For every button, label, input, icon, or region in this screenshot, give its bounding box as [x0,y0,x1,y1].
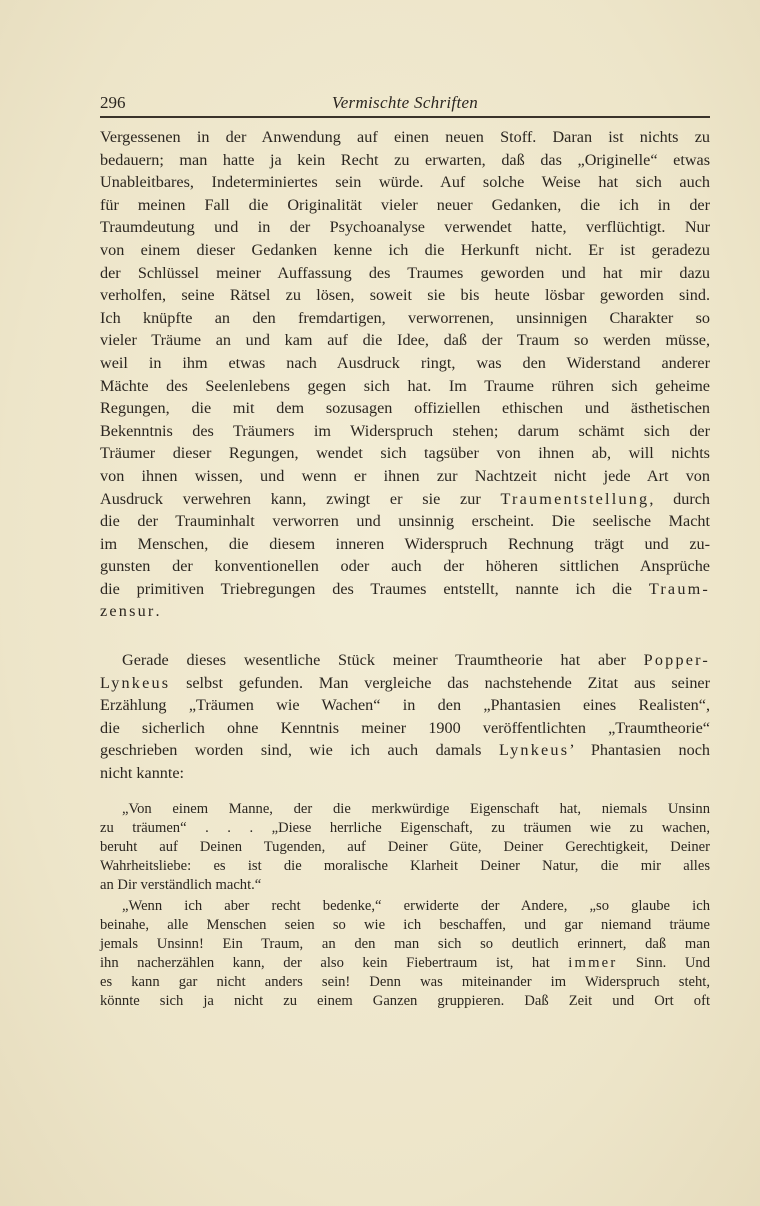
text-run: beruht auf Deinen Tugenden, auf Deiner Güte, Deiner Gerechtigkeit, Deiner [100,839,710,855]
text-run: für meinen Fall die Originalität vieler neuer Gedanken, die ich in der [100,195,710,214]
text-run: ’ Phantasien noch [569,741,710,760]
text-line [100,533,710,556]
quote-paragraph-1 [100,800,710,895]
text-run: beinahe, alle Menschen seien so wie ich beschaffen, und gar niemand träume [100,917,710,933]
spaced-emphasis-text: immer [568,955,618,971]
running-title: Vermischte Schriften [331,93,479,112]
spaced-emphasis-text: Traum- [648,579,710,598]
text-run: nicht kannte: [100,763,185,782]
text-line [100,420,710,443]
text-run: es kann gar nicht anders sein! Denn was miteinander im Widerspruch steht, [100,974,710,990]
text-line [100,329,710,352]
text-line [100,916,710,935]
text-line [100,672,710,695]
spaced-emphasis-text: Popper- [643,651,710,669]
spaced-emphasis-text: Lynkeus [498,741,570,760]
text-run: im Menschen, die diesem inneren Widerspruch Rechnung trägt und zu- [100,534,710,553]
text-run: zu träumen“ . . . „Diese herrliche Eigenschaft, zu träumen wie zu wachen, [100,820,710,836]
text-run: weil in ihm etwas nach Ausdruck ringt, was den Widerstand anderer [100,353,710,372]
text-run: „Von einem Manne, der die merkwürdige Eigenschaft hat, niemals Unsinn [122,801,710,817]
text-line [100,149,710,172]
text-run: selbst gefunden. Man vergleiche das nachstehende Zitat aus seiner [170,673,710,692]
text-run: geschrieben worden sind, wie ich auch damals [100,741,499,760]
text-run: jemals Unsinn! Ein Traum, an den man sich so deutlich erinnert, daß man [100,936,710,952]
text-line [100,992,710,1011]
text-line [100,239,710,262]
text-line [100,375,710,398]
text-run: , durch [649,489,710,508]
text-line [100,307,710,330]
text-line [100,578,710,601]
text-line [100,973,710,992]
page-number: 296 [100,93,126,112]
text-line [100,600,710,623]
text-run: Bekenntnis des Träumers im Widerspruch stehen; darum schämt sich der [100,421,710,440]
text-line [100,488,710,511]
text-run: Ausdruck verwehren kann, zwingt er sie zur [100,489,501,508]
text-run: der Schlüssel meiner Auffassung des Traumes geworden und hat mir dazu [100,263,710,282]
text-run: Ich knüpfte an den fremdartigen, verworrenen, unsinnigen Charakter so [100,308,710,327]
spaced-emphasis-text: Traumentstellung [500,489,650,508]
paragraph-1 [100,126,710,623]
text-run: vieler Träume an und kam auf die Idee, daß der Traum so werden müsse, [100,331,710,350]
spaced-emphasis-text: zensur [100,602,156,621]
text-line [100,555,710,578]
text-run: verholfen, seine Rätsel zu lösen, soweit sie bis heute lösbar geworden sind. [100,286,710,305]
text-run: Unableitbares, Indeterminiertes sein würde. Auf solche Weise hat sich auch [100,173,710,192]
text-run: bedauern; man hatte ja kein Recht zu erwarten, daß das „Originelle“ etwas [100,150,710,169]
text-run: von einem dieser Gedanken kenne ich die Herkunft nicht. Er ist geradezu [100,240,710,259]
text-run: könnte sich ja nicht zu einem Ganzen gruppieren. Daß Zeit und Ort oft [100,993,710,1009]
text-line [100,838,710,857]
text-run: Regungen, die mit dem sozusagen offiziellen ethischen und ästhetischen [100,399,710,418]
text-run: Gerade dieses wesentliche Stück meiner Traumtheorie hat aber [122,651,644,669]
text-run: Mächte des Seelenlebens gegen sich hat. Im Traume rühren sich geheime [100,376,710,395]
page-header [100,93,710,115]
text-run: „Wenn ich aber recht bedenke,“ erwiderte der Andere, „so glaube ich [122,898,710,914]
text-line [100,442,710,465]
quote-paragraph-2 [100,897,710,1011]
text-run: die der Trauminhalt verworren und unsinnig erscheint. Die seelische Macht [100,512,710,531]
text-line [100,897,710,916]
text-run: die primitiven Triebregungen des Traumes entstellt, nannte ich die [100,579,649,598]
text-line [100,954,710,973]
text-line [100,876,710,895]
text-run: Wahrheitsliebe: es ist die moralische Klarheit Deiner Natur, die mir alles [100,858,710,874]
text-line [100,510,710,533]
text-line [100,397,710,420]
text-line [100,465,710,488]
text-run: Traumdeutung und in der Psychoanalyse verwendet hatte, verflüchtigt. Nur [100,218,710,237]
text-line [100,935,710,954]
spaced-emphasis-text: Lynkeus [100,673,171,692]
text-run: ihn nacherzählen kann, der also kein Fiebertraum ist, hat [100,955,569,971]
text-line [100,262,710,285]
text-run: Sinn. Und [617,955,711,971]
text-line [100,819,710,838]
text-line [100,694,710,717]
text-line [100,762,710,785]
text-line [100,649,710,672]
text-run: gunsten der konventionellen oder auch der höheren sittlichen Ansprüche [100,557,710,576]
text-line [100,194,710,217]
text-run: Träumer dieser Regungen, wendet sich tagsüber von ihnen ab, will nichts [100,444,710,463]
text-line [100,216,710,239]
text-line [100,352,710,375]
text-run: von ihnen wissen, und wenn er ihnen zur Nachtzeit nicht jede Art von [100,466,710,485]
paragraph-2 [100,649,710,785]
text-run: die sicherlich ohne Kenntnis meiner 1900 veröffentlichten „Traumtheorie“ [100,718,710,737]
text-line [100,284,710,307]
text-line [100,800,710,819]
text-line [100,857,710,876]
text-run: . [155,602,160,621]
text-line [100,171,710,194]
text-run: an Dir verständlich macht.“ [100,877,262,893]
text-line [100,717,710,740]
header-rule [100,116,710,118]
text-run: Vergessenen in der Anwendung auf einen neuen Stoff. Daran ist nichts zu [100,128,710,146]
text-line [100,739,710,762]
text-run: Erzählung „Träumen wie Wachen“ in den „Phantasien eines Realisten“, [100,696,710,715]
text-line [100,126,710,149]
